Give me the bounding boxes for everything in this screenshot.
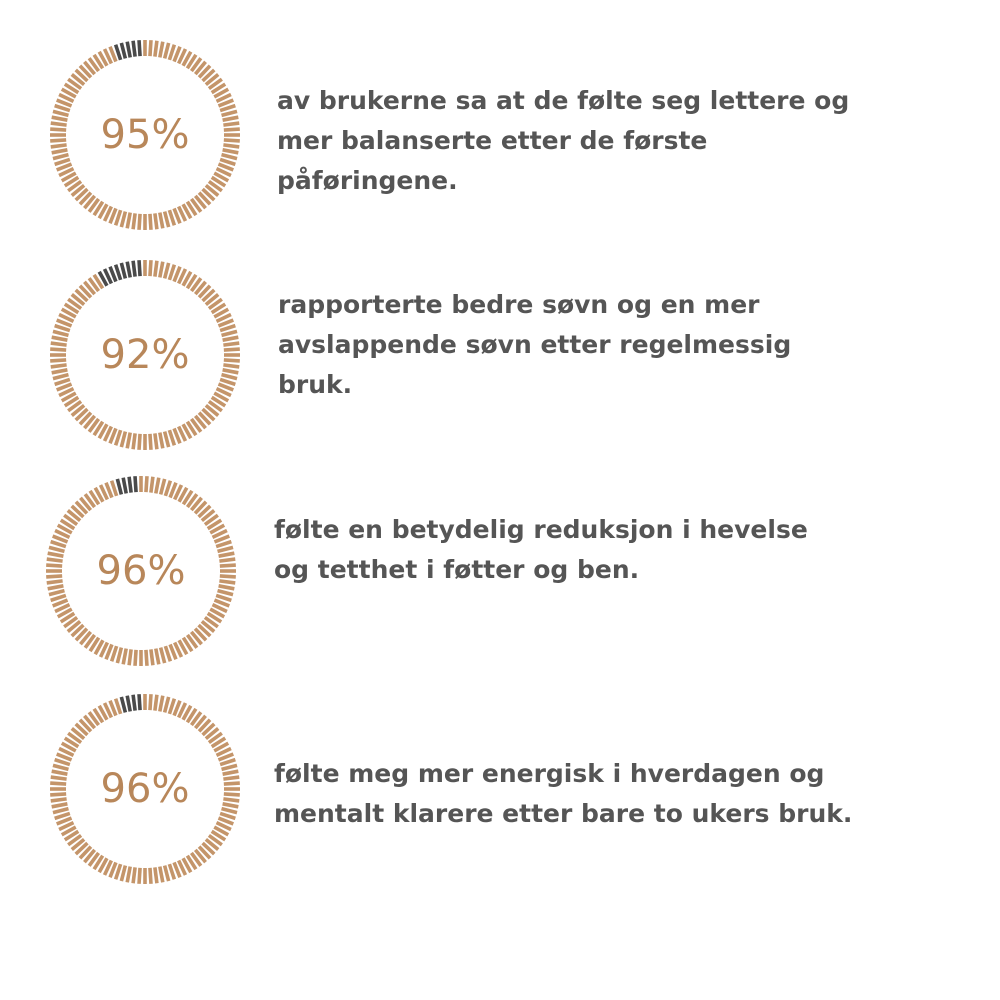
stat-description: rapporterte bedre søvn og en mer avslappende søvn etter regelmessig bruk. — [278, 290, 792, 399]
percent-ring — [41, 471, 241, 671]
stat-description: følte meg mer energisk i hverdagen og mentalt klarere etter bare to ukers bruk. — [274, 759, 853, 828]
percent-ring — [45, 35, 245, 235]
stat-block — [0, 471, 1000, 671]
stat-description: følte en betydelig reduksjon i hevelse og tetthet i føtter og ben. — [274, 515, 808, 584]
stat-description: av brukerne sa at de følte seg lettere og mer balanserte etter de første påføringene. — [277, 86, 850, 195]
percent-label: 92% — [100, 332, 190, 378]
percent-ring — [45, 689, 245, 889]
stat-block — [0, 35, 1000, 235]
percent-label: 96% — [96, 548, 186, 594]
percent-label: 95% — [100, 112, 190, 158]
percent-label: 96% — [100, 766, 190, 812]
stat-block — [0, 255, 1000, 455]
stat-block — [0, 689, 1000, 889]
percent-ring — [45, 255, 245, 455]
